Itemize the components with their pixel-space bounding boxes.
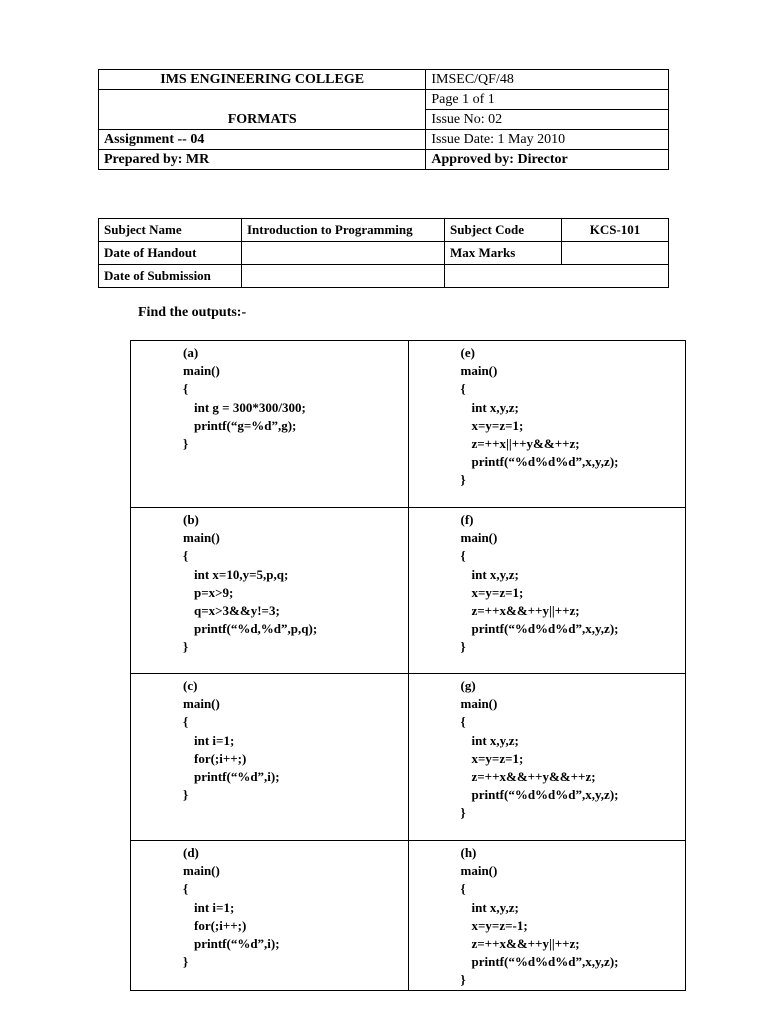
college-name: IMS ENGINEERING COLLEGE — [99, 70, 426, 90]
question-f — [461, 511, 686, 657]
code-line: main() — [460, 696, 498, 712]
code-line: (h) — [460, 845, 477, 860]
code-line: for(;i++;) — [194, 750, 247, 766]
code-line: main() — [183, 863, 220, 879]
question-e — [461, 344, 686, 490]
code-line: (e) — [460, 345, 475, 360]
code-line: printf(“%d”,i); — [194, 769, 280, 785]
code-line: { — [460, 881, 466, 897]
code-line: main() — [460, 863, 498, 879]
code-line: x=y=z=1; — [471, 417, 524, 433]
issue-date: Issue Date: 1 May 2010 — [426, 130, 669, 150]
max-marks-value — [562, 242, 669, 265]
code-line: } — [460, 639, 466, 655]
code-line: int x=10,y=5,p,q; — [194, 566, 289, 582]
code-line: p=x>9; — [194, 584, 234, 600]
code-line: { — [460, 548, 466, 564]
code-line: (f) — [460, 512, 474, 527]
submission-date-value — [242, 265, 445, 288]
questions-grid — [130, 340, 686, 991]
code-line: } — [183, 436, 189, 452]
code-line: { — [183, 714, 189, 730]
question-cell — [131, 674, 409, 841]
code-line: x=y=z=-1; — [471, 917, 528, 933]
subject-name-label: Subject Name — [99, 219, 242, 242]
question-c — [183, 677, 408, 804]
subject-table — [98, 218, 669, 288]
form-code: IMSEC/QF/48 — [426, 70, 669, 90]
page-number: Page 1 of 1 — [426, 90, 669, 110]
handout-date-label: Date of Handout — [99, 242, 242, 265]
code-line: int i=1; — [194, 732, 235, 748]
question-a — [183, 344, 408, 453]
code-line: main() — [460, 530, 498, 546]
code-line: main() — [183, 530, 220, 546]
code-line: (b) — [183, 512, 199, 527]
subject-code-label: Subject Code — [445, 219, 562, 242]
code-line: printf(“%d%d%d”,x,y,z); — [471, 454, 619, 470]
code-line: q=x>3&&y!=3; — [194, 603, 280, 619]
max-marks-label: Max Marks — [445, 242, 562, 265]
code-line: int x,y,z; — [471, 899, 519, 915]
code-line: for(;i++;) — [194, 917, 247, 933]
question-d — [183, 844, 408, 971]
subject-name-value: Introduction to Programming — [242, 219, 445, 242]
code-line: z=++x&&++y||++z; — [471, 603, 580, 619]
question-cell — [131, 341, 409, 508]
code-line: } — [460, 805, 466, 821]
submission-date-label: Date of Submission — [99, 265, 242, 288]
code-line: } — [183, 639, 189, 655]
question-b — [183, 511, 408, 657]
code-line: int x,y,z; — [471, 732, 519, 748]
code-line: { — [460, 381, 466, 397]
code-line: int g = 300*300/300; — [194, 399, 306, 415]
question-cell — [408, 508, 686, 674]
code-line: { — [460, 714, 466, 730]
header-table — [98, 69, 669, 170]
code-line: printf(“%d%d%d”,x,y,z); — [471, 621, 619, 637]
subject-code-value: KCS-101 — [562, 219, 669, 242]
code-line: z=++x&&++y&&++z; — [471, 769, 596, 785]
code-line: (c) — [183, 678, 198, 693]
assignment-number: Assignment -- 04 — [99, 130, 426, 150]
code-line: } — [183, 787, 189, 803]
code-line: int x,y,z; — [471, 566, 519, 582]
code-line: (a) — [183, 345, 199, 360]
code-line: (d) — [183, 845, 199, 860]
code-line: main() — [460, 363, 498, 379]
question-cell — [131, 508, 409, 674]
formats-title: FORMATS — [99, 90, 426, 130]
prepared-by: Prepared by: MR — [99, 150, 426, 170]
question-cell — [408, 341, 686, 508]
submission-date-extra — [445, 265, 669, 288]
code-line: printf(“%d%d%d”,x,y,z); — [471, 787, 619, 803]
code-line: } — [460, 472, 466, 488]
code-line: { — [183, 381, 189, 397]
question-cell — [408, 841, 686, 991]
handout-date-value — [242, 242, 445, 265]
code-line: printf(“%d”,i); — [194, 936, 280, 952]
approved-by: Approved by: Director — [426, 150, 669, 170]
code-line: printf(“%d%d%d”,x,y,z); — [471, 954, 619, 970]
code-line: printf(“g=%d”,g); — [194, 417, 297, 433]
question-g — [461, 677, 686, 823]
question-cell — [408, 674, 686, 841]
issue-number: Issue No: 02 — [426, 110, 669, 130]
code-line: int x,y,z; — [471, 399, 519, 415]
code-line: } — [183, 954, 189, 970]
code-line: main() — [183, 696, 220, 712]
code-line: x=y=z=1; — [471, 750, 524, 766]
question-cell — [131, 841, 409, 991]
code-line: printf(“%d,%d”,p,q); — [194, 621, 318, 637]
code-line: } — [460, 972, 466, 988]
code-line: { — [183, 881, 189, 897]
code-line: main() — [183, 363, 220, 379]
code-line: int i=1; — [194, 899, 235, 915]
code-line: z=++x||++y&&++z; — [471, 436, 580, 452]
question-h — [461, 844, 686, 990]
code-line: { — [183, 548, 189, 564]
code-line: x=y=z=1; — [471, 584, 524, 600]
code-line: (g) — [460, 678, 476, 693]
instruction-text: Find the outputs:- — [138, 305, 247, 320]
code-line: z=++x&&++y||++z; — [471, 936, 580, 952]
